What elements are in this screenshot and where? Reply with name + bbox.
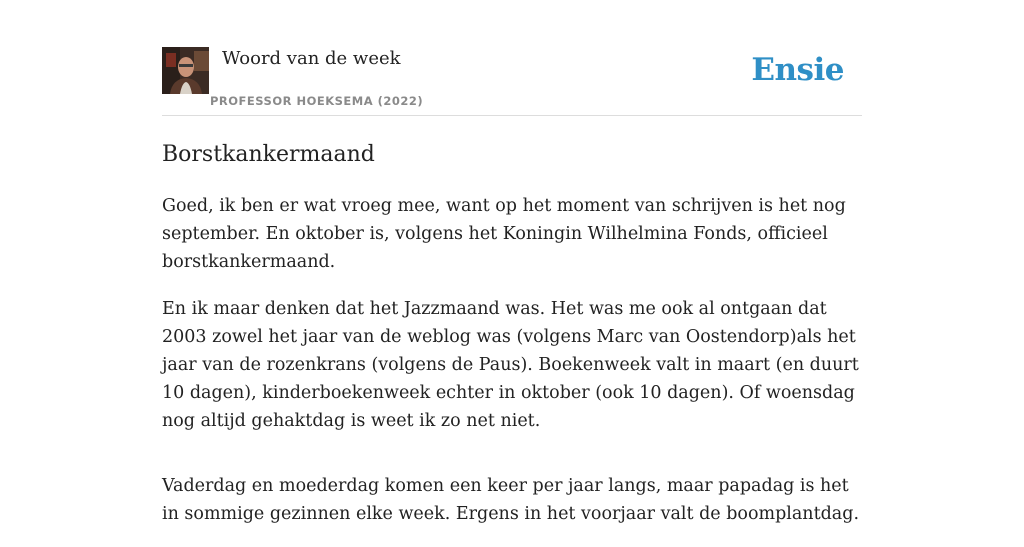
article-header <box>162 46 862 116</box>
author-avatar[interactable] <box>162 47 209 94</box>
brand-logo[interactable]: Ensie <box>751 52 844 88</box>
article-paragraph: Goed, ik ben er wat vroeg mee, want op het moment van schrijven is het nog september. En oktober is, volgens het Koningin Wilhelmina Fonds, officieel borstkankermaand. <box>162 196 846 272</box>
article-paragraph: En ik maar denken dat het Jazzmaand was. Het was me ook al ontgaan dat 2003 zowel het jaar van de weblog was (volgens Marc van Oostendorp)als het jaar van de rozenkrans (volgens de Paus). Boekenweek valt in maart (en duurt 10 dagen), kinderboekenweek echter in oktober (ook 10 dagen). Of woensdag nog altijd gehaktdag is weet ik zo net niet. <box>162 299 859 431</box>
author-name[interactable]: PROFESSOR HOEKSEMA (2022) <box>210 94 424 108</box>
section-title[interactable]: Woord van de week <box>222 48 401 69</box>
article-title: Borstkankermaand <box>162 142 375 167</box>
article-body <box>162 192 867 547</box>
article-paragraph: Vaderdag en moederdag komen een keer per jaar langs, maar papadag is het in sommige gezinnen elke week. Ergens in het voorjaar valt de boomplantdag. <box>162 476 860 524</box>
